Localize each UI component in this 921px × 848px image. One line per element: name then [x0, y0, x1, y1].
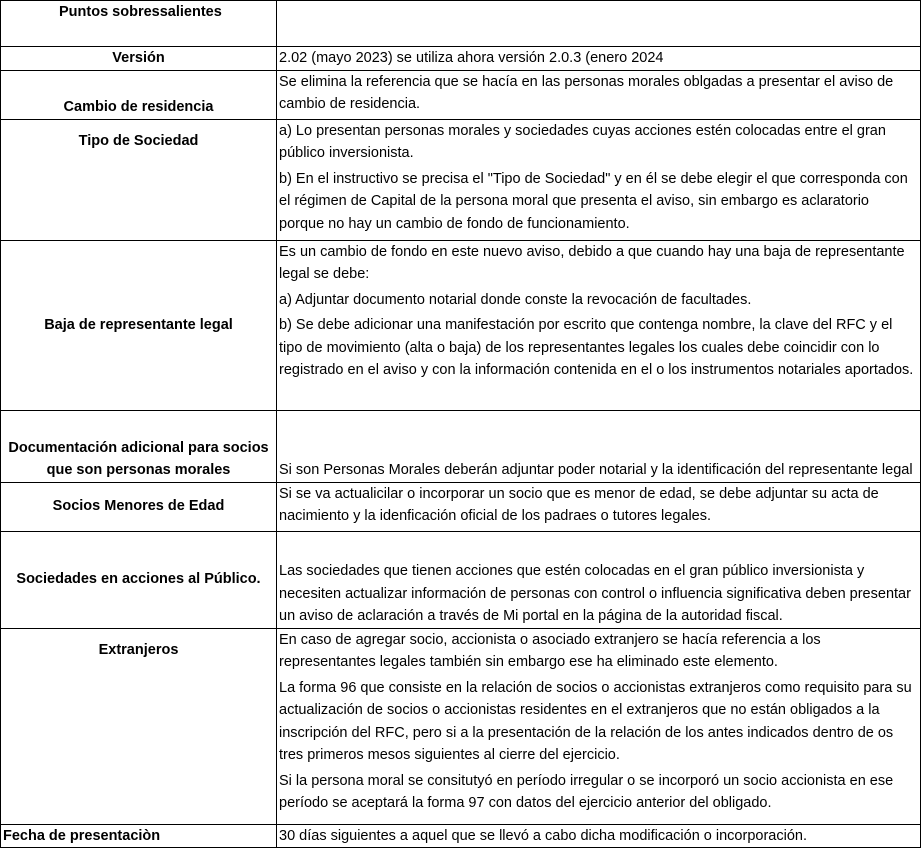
table-row: [1, 70, 921, 119]
row-label-sociedades-publico: Sociedades en acciones al Público.: [1, 531, 277, 628]
row-label-documentacion: Documentación adicional para socios que son personas morales: [1, 410, 277, 482]
table-row: [1, 824, 921, 848]
row-content-cambio-residencia: Se elimina la referencia que se hacía en las personas morales oblgadas a presentar el aviso de cambio de residencia.: [277, 70, 921, 119]
row-content-tipo-sociedad: a) Lo presentan personas morales y sociedades cuyas acciones estén colocadas entre el gran público inversionista. b) En el instructivo se precisa el "Tipo de Sociedad" y en él se debe elegir el que corresponda con el régimen de Capital de la persona moral que presenta el aviso, sin embargo es aclaratorio porque no hay un cambio de fondo de funcionamiento.: [277, 119, 921, 240]
row-label-baja-representante: Baja de representante legal: [1, 240, 277, 410]
row-content-documentacion: Si son Personas Morales deberán adjuntar poder notarial y la identificación del representante legal: [277, 410, 921, 482]
row-content-sociedades-publico: Las sociedades que tienen acciones que estén colocadas en el gran público inversionista y necesiten actualizar información de personas con control o influencia significativa deben presentar un aviso de aclaración a través de Mi portal en la página de la autoridad fiscal.: [277, 531, 921, 628]
table-row: [1, 628, 921, 824]
row-content-menores: Si se va actualicilar o incorporar un socio que es menor de edad, se debe adjuntar su acta de nacimiento y la idenficación oficial de los padraes o tutores legales.: [277, 482, 921, 531]
row-content-fecha: 30 días siguientes a aquel que se llevó a cabo dicha modificación o incorporación.: [277, 824, 921, 848]
table-row: [1, 240, 921, 410]
row-label-menores: Socios Menores de Edad: [1, 482, 277, 531]
table-row: [1, 531, 921, 628]
row-content-puntos: [277, 1, 921, 47]
table-row: [1, 1, 921, 47]
row-label-cambio-residencia: Cambio de residencia: [1, 70, 277, 119]
row-label-fecha: Fecha de presentaciòn: [1, 824, 277, 848]
table-row: [1, 119, 921, 240]
row-label-extranjeros: Extranjeros: [1, 628, 277, 824]
row-label-version: Versión: [1, 47, 277, 71]
table-row: [1, 47, 921, 71]
row-content-baja-representante: Es un cambio de fondo en este nuevo aviso, debido a que cuando hay una baja de representante legal se debe: a) Adjuntar documento notarial donde conste la revocación de facultades. b) Se debe adicionar una manifestación por escrito que contenga nombre, la clave del RFC y el tipo de movimiento (alta o baja) de los representantes legales los cuales debe coincidir con lo registrado en el aviso y con la información contenida en el o los instrumentos notariales aportados.: [277, 240, 921, 410]
row-label-tipo-sociedad: Tipo de Sociedad: [1, 119, 277, 240]
row-content-extranjeros: En caso de agregar socio, accionista o asociado extranjero se hacía referencia a los representantes legales también sin embargo ese ha eliminado este elemento. La forma 96 que consiste en la relación de socios o accionistas extranjeros como requisito para su actualización de socios o accionistas residentes en el extranjeros que no están obligados a la inscripción del RFC, pero si a la presentación de la relación de los antes indicados dentro de os tres primeros mesos siguientes al cierre del ejercicio. Si la persona moral se consitutyó en período irregular o se incorporó un socio accionista en ese período se aceptará la forma 97 con datos del ejercicio anterior del obligado.: [277, 628, 921, 824]
row-label-puntos: Puntos sobressalientes: [1, 1, 277, 47]
table-row: [1, 482, 921, 531]
row-content-version: 2.02 (mayo 2023) se utiliza ahora versión 2.0.3 (enero 2024: [277, 47, 921, 71]
table-row: [1, 410, 921, 482]
